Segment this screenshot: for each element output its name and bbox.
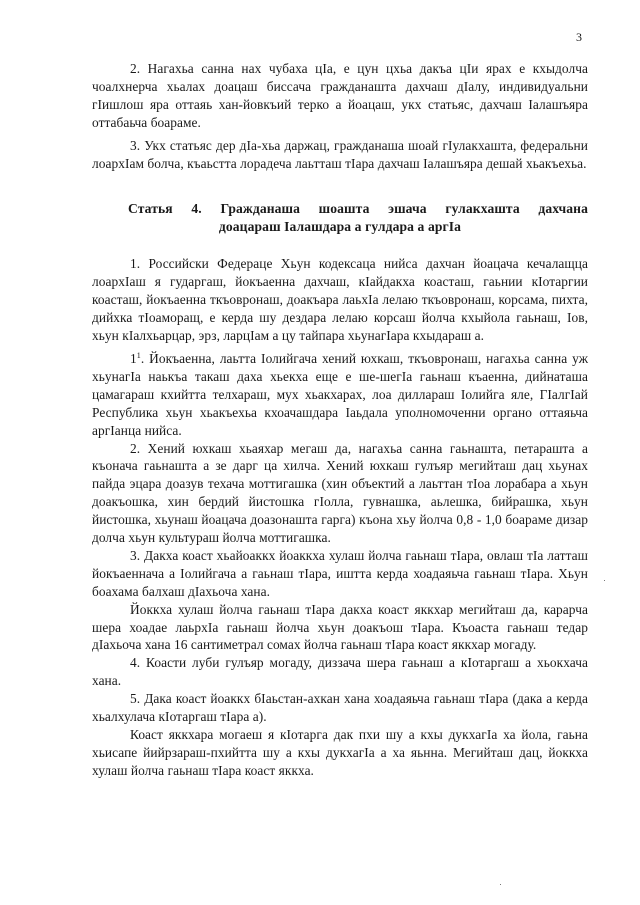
document-body	[92, 60, 588, 780]
article4-paragraph-5-cont: Коаст яккхара могаеш я кIотарга дак пхи шу а кхы дукхагIа ха йола, гаьна хьисапе йийрзараш-пхийтта шу а кхы дукхагIа а ха яьнна. Мегийташ дац, йоккха хулаш йолча гаьнаш тIара коаст яккха.	[92, 727, 588, 778]
paragraph-3: 3. Укх статьяс дер дIа-хьа даржац, гражданаша шоай гIулакхашта, федеральни лоархIам болча, къаьстта лорадеча лаьтташ тIара дахчаш Iалашъяра дешай хьакъехьа.	[92, 137, 588, 171]
article4-paragraph-4: 4. Коасти луби гулъяр могаду, диззача шера гаьнаш а кIотаргаш а хьокхача хана.	[92, 655, 588, 689]
article4-paragraph-5: 5. Дака коаст йоаккх бIаьстан-ахкан хана хоадаяьча гаьнаш тIара (дака а керда хьалхулача кIотаргаш тIара а).	[92, 691, 588, 725]
article-title-line2: доацараш Iалашдара а гулдара а аргIа	[218, 219, 462, 235]
paragraph-2: 2. Нагахьа санна нах чубаха цIа, е цун цхьа дакъа цIи ярах е кхыдолча чоалхнерча хьалах доацаш биссача гражданашта дахчаш дIалу, индивидуальни гIишлош яра оттаяь хан-йовкъий терко а йоацаш, укх статьяс, дахчаш Iалашъяра оттабаьча боараме.	[92, 61, 588, 130]
page-number: 3	[576, 30, 582, 44]
article4-paragraph-1-1: $1^1$. Йокъаенна, лаьтта Iолийгача хений юхкаш, ткъовронаш, нагахьа санна уж хьунагIа наькъа такаш даха хьекха еще е ше-шегIа гаьнаш къаенна, дийнаташа цамагараш кхийтта телхараш, мух хьакхарах, лоа диллараш Iолийга яле, ГIалгIай Республика хьун хьакъехьа кхоачашдара Iаьдала уполномоченни органо оттаяьча аргIанца нийса.	[92, 350, 589, 438]
article-title	[92, 200, 588, 236]
superscript: 1	[136, 350, 141, 360]
scan-speck	[604, 580, 605, 581]
article4-paragraph-1: 1. Российски Федераце Хьун кодексаца нийса дахчан йоацача кечалащца лоархIаш я гударгаш, йокъаенна дахчаш, кIайдакха коасташ, гаьнии кIотаргии коасташ, йокъаенна ткъовронаш, доакъара лаьхIа лелаю ткъовронаш, корсама, пихта, дийхка тIоаморащ, е керда шу дездара лелаю корсаш йолча кхыйола гаьнаш, Iов, хьун кIалхьарцар, эрз, ларцIам а цу тайпара хьунагIара кхыдараш а.	[92, 256, 588, 344]
article4-paragraph-3: 3. Дакха коаст хьайоаккх йоаккха хулаш йолча гаьнаш тIара, овлаш тIа латташ йокъаеннача а Iолийгача а гаьнаш тIара, иштта керда хоадаяьча гаьнаш тIара. Хьун боахама балхаш дIахьоча хана.	[92, 547, 588, 599]
article4-paragraph-3-cont: Йоккха хулаш йолча гаьнаш тIара дакха коаст яккхар мегийташ да, карарча шера хоадае лаьрхIа гаьнаш йолча хьун доакъош тIара. Къоаста гаьнаш тедар дIахьоча хана 16 сантиметрал сомах йолча гаьнаш тIара коаст яккхар могаду.	[92, 601, 588, 653]
article4-paragraph-2: 2. Хений юхкаш хьаяхар мегаш да, нагахьа санна гаьнашта, петарашта а къонача гаьнашта а зе дарг ца хилча. Хений юхкаш гулъяр мегийташ дац хьунах пайда эцара доазув техача моттигашка (хин объектий а лаьттан тIоа лорабара а хьун доакъошка, хин бердий йистошка гIолла, гувнашка, аьлешка, бийрашка, хьун йистошка, хьунаш йоацача доазонашта гарга) къона хьу йолча 0,8 - 1,0 бoараме дизар долча хьун культураш йолча моттигашка.	[92, 440, 588, 546]
article-title-line1: Статья 4. Гражданаша шоашта эшача гулакхашта дахчана	[128, 201, 588, 217]
paragraph-number: 1	[130, 350, 137, 366]
paragraph-1-1-text: Йокъаенна, лаьтта Iолийгача хений юхкаш, ткъовронаш, нагахьа санна уж хьунагIа наькъа такаш даха хьекха еще е ше-шегIа гаьнаш къаенна, дийнаташа цамагараш кхийтта телхараш, мух хьакхарах, лоа диллараш Iолийга яле, ГIалгIай Республика хьун хьакъехьа кхоачашдара Iаьдала уполномоченни органо оттаяьча аргIанца нийса.	[92, 350, 589, 438]
scan-speck	[500, 884, 501, 885]
